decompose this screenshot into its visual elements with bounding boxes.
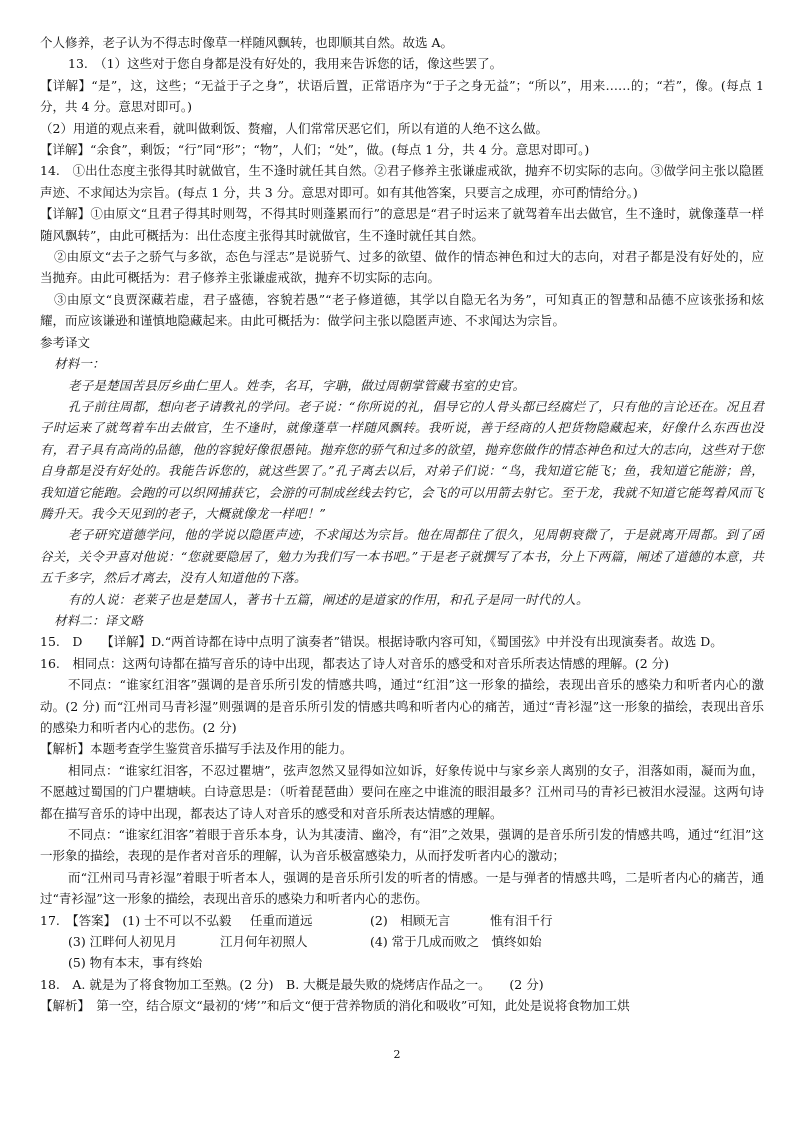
answer-17-part: 17. 【答案】 (1) 士不可以不弘毅 — [40, 912, 232, 928]
answer-17-part: (4) 常于几成而败之 慎终如始 — [370, 934, 542, 950]
analysis-16: 【解析】本题考查学生鉴赏音乐描写手法及作用的能力。 — [40, 741, 353, 757]
explanation-13-1: 【详解】“是”，这，这些；“无益于子之身”，状语后置，正常语序为“于子之身无益”；“所以”，用来……的；“若”，像。(每点 1 分，共 4 分。意思对即可。) — [40, 77, 764, 115]
answer-17-part: 惟有泪千行 — [490, 912, 553, 928]
explanation-14-1: 【详解】①由原文“且君子得其时则驾，不得其时则蓬累而行”的意思是“君子时运来了就驾着车出去做官，生不逢时，就像蓬草一样随风飘转”，由此可概括为：出仕态度主张得其时就做官，生不逢时就任其自然。 — [40, 206, 764, 243]
answer-17-part: (3) 江畔何人初见月 — [68, 934, 178, 950]
answer-17-part: (5) 物有本末，事有终始 — [68, 955, 203, 971]
answer-16-same: 16. 相同点：这两句诗都在描写音乐的诗中出现，都表达了诗人对音乐的感受和对音乐所表达情感的理解。(2 分) — [40, 655, 670, 671]
answer-16-diff: 不同点：“谁家红泪客”强调的是音乐所引发的情感共鸣，通过“红泪”这一形象的描绘，表现出音乐的感染力和听者内心的激动。(2 分) 而“江州司马青衫湿”则强调的是音乐所引发的情感共鸣和听者内心的痛苦，通过“青衫湿”这一形象的描绘，表现出音乐的感染力和听者内心的悲伤。(2 分) — [40, 677, 764, 735]
answer-15: 15. D 【详解】D.“两首诗都在诗中点明了演奏者”错误。根据诗歌内容可知，《蜀国弦》中并没有出现演奏者。故选 D。 — [40, 634, 723, 650]
answer-17-part: 任重而道远 — [250, 912, 313, 928]
analysis-16-diff: 不同点：“谁家红泪客”着眼于音乐本身，认为其凄清、幽冷，有“泪”之效果，强调的是音乐所引发的情感共鸣，通过“红泪”这一形象的描绘，表现的是作者对音乐的理解，认为音乐极富感染力，从而抒发听者内心的激动； — [40, 827, 764, 864]
translation-paragraph: 老子是楚国苦县厉乡曲仁里人。姓李，名耳，字聃，做过周朝掌管藏书室的史官。 — [68, 377, 526, 393]
analysis-16-diff-cont: 而“江州司马青衫湿”着眼于听者本人，强调的是音乐所引发的听者的情感。一是与弹者的情感共鸣，二是听者内心的痛苦，通过“青衫湿”这一形象的描绘，表现出音乐的感染力和听者内心的悲伤。 — [40, 869, 764, 907]
page-number: 2 — [393, 1048, 401, 1061]
answer-14: 14. ①出仕态度主张得其时就做官，生不逢时就任其自然。②君子修养主张谦虚戒欲，抛弃不切实际的志向。③做学问主张以隐匿声迹、不求闻达为宗旨。(每点 1 分，共 3 分。意思对即可。如有其他答案，只要言之成理，亦可酌情给分。) — [40, 163, 764, 200]
answer-17-row-2 — [40, 931, 764, 952]
text-line: 个人修养，老子认为不得志时像草一样随风飘转，也即顺其自然。故选 A。 — [40, 35, 454, 50]
analysis-18: 【解析】 第一空，结合原文“最初的‘烤’”和后文“便于营养物质的消化和吸收”可知，此处是说将食物加工烘 — [40, 998, 630, 1014]
answer-18: 18. A. 就是为了将食物加工至熟。(2 分) B. 大概是最失败的烧烤店作品之一。 (2 分) — [40, 976, 544, 992]
document-page — [40, 32, 764, 1017]
answer-17-part: 江月何年初照人 — [220, 934, 308, 950]
translation-paragraph: 孔子前往周都，想向老子请教礼的学问。老子说：“你所说的礼，倡导它的人骨头都已经腐烂了，只有他的言论还在。况且君子时运来了就驾着车出去做官，生不逢时，就像蓬草一样随风飘转。我听说，善于经商的人把货物隐藏起来，好像什么东西也没有，君子具有高尚的品德，他的容貌好像很愚钝。抛弃您的骄气和过多的欲望，抛弃您做作的情态神色和过大的志向，这些对于您自身都是没有好处的。我能告诉您的，就这些罢了。”孔子离去以后，对弟子们说：“鸟，我知道它能飞；鱼，我知道它能游；兽，我知道它能跑。会跑的可以织网捕获它，会游的可制成丝线去钓它，会飞的可以用箭去射它。至于龙，我就不知道它能驾着风而飞腾升天。我今天见到的老子，大概就像龙一样吧！” — [40, 398, 764, 521]
material-one-label: 材料一： — [54, 356, 105, 372]
answer-13-1: 13. （1）这些对于您自身都是没有好处的，我用来告诉您的话，像这些罢了。 — [68, 56, 503, 72]
analysis-16-same: 相同点：“谁家红泪客，不忍过瞿塘”，弦声忽然又显得如泣如诉，好象传说中与家乡亲人离别的女子，泪落如雨，凝而为血，不愿越过蜀国的门户瞿塘峡。白诗意思是：（听着琵琶曲）要问在座之中谁流的眼泪最多？江州司马的青衫已被泪水浸湿。这两句诗都在描写音乐的诗中出现，都表达了诗人对音乐的感受和对音乐所表达情感的理解。 — [40, 762, 764, 821]
translation-paragraph: 老子研究道德学问，他的学说以隐匿声迹，不求闻达为宗旨。他在周都住了很久，见周朝衰微了，于是就离开周都。到了函谷关，关令尹喜对他说：“您就要隐居了，勉力为我们写一本书吧。”于是老子就撰写了本书，分上下两篇，阐述了道德的本意，共五千多字，然后才离去，没有人知道他的下落。 — [40, 527, 764, 586]
answer-17-row-3 — [40, 952, 764, 973]
reference-translation-heading: 参考译文 — [40, 334, 91, 350]
answer-17-part: (2) 相顾无言 — [370, 912, 451, 928]
translation-paragraph: 有的人说：老莱子也是楚国人，著书十五篇，阐述的是道家的作用，和孔子是同一时代的人。 — [68, 591, 589, 607]
answer-17-row-1 — [40, 910, 764, 931]
explanation-14-2: ②由原文“去子之骄气与多欲，态色与淫志”是说骄气、过多的欲望、做作的情态神色和过大的志向，对君子都是没有好处的，应当抛弃。由此可概括为：君子修养主张谦虚戒欲，抛弃不切实际的志向。 — [40, 249, 764, 286]
answer-13-2: （2）用道的观点来看，就叫做剩饭、赘瘤，人们常常厌恶它们，所以有道的人绝不这么做。 — [40, 120, 548, 136]
explanation-14-3: ③由原文“良贾深藏若虚，君子盛德，容貌若愚”“老子修道德，其学以自隐无名为务”，可知真正的智慧和品德不应该张扬和炫耀，而应该谦逊和谨慎地隐藏起来。由此可概括为：做学问主张以隐匿声迹、不求闻达为宗旨。 — [40, 291, 764, 329]
explanation-13-2: 【详解】“余食”，剩饭；“行”同“形”；“物”，人们；“处”，做。(每点 1 分，共 4 分。意思对即可。) — [40, 142, 590, 158]
material-two-label: 材料二：译文略 — [54, 612, 143, 628]
